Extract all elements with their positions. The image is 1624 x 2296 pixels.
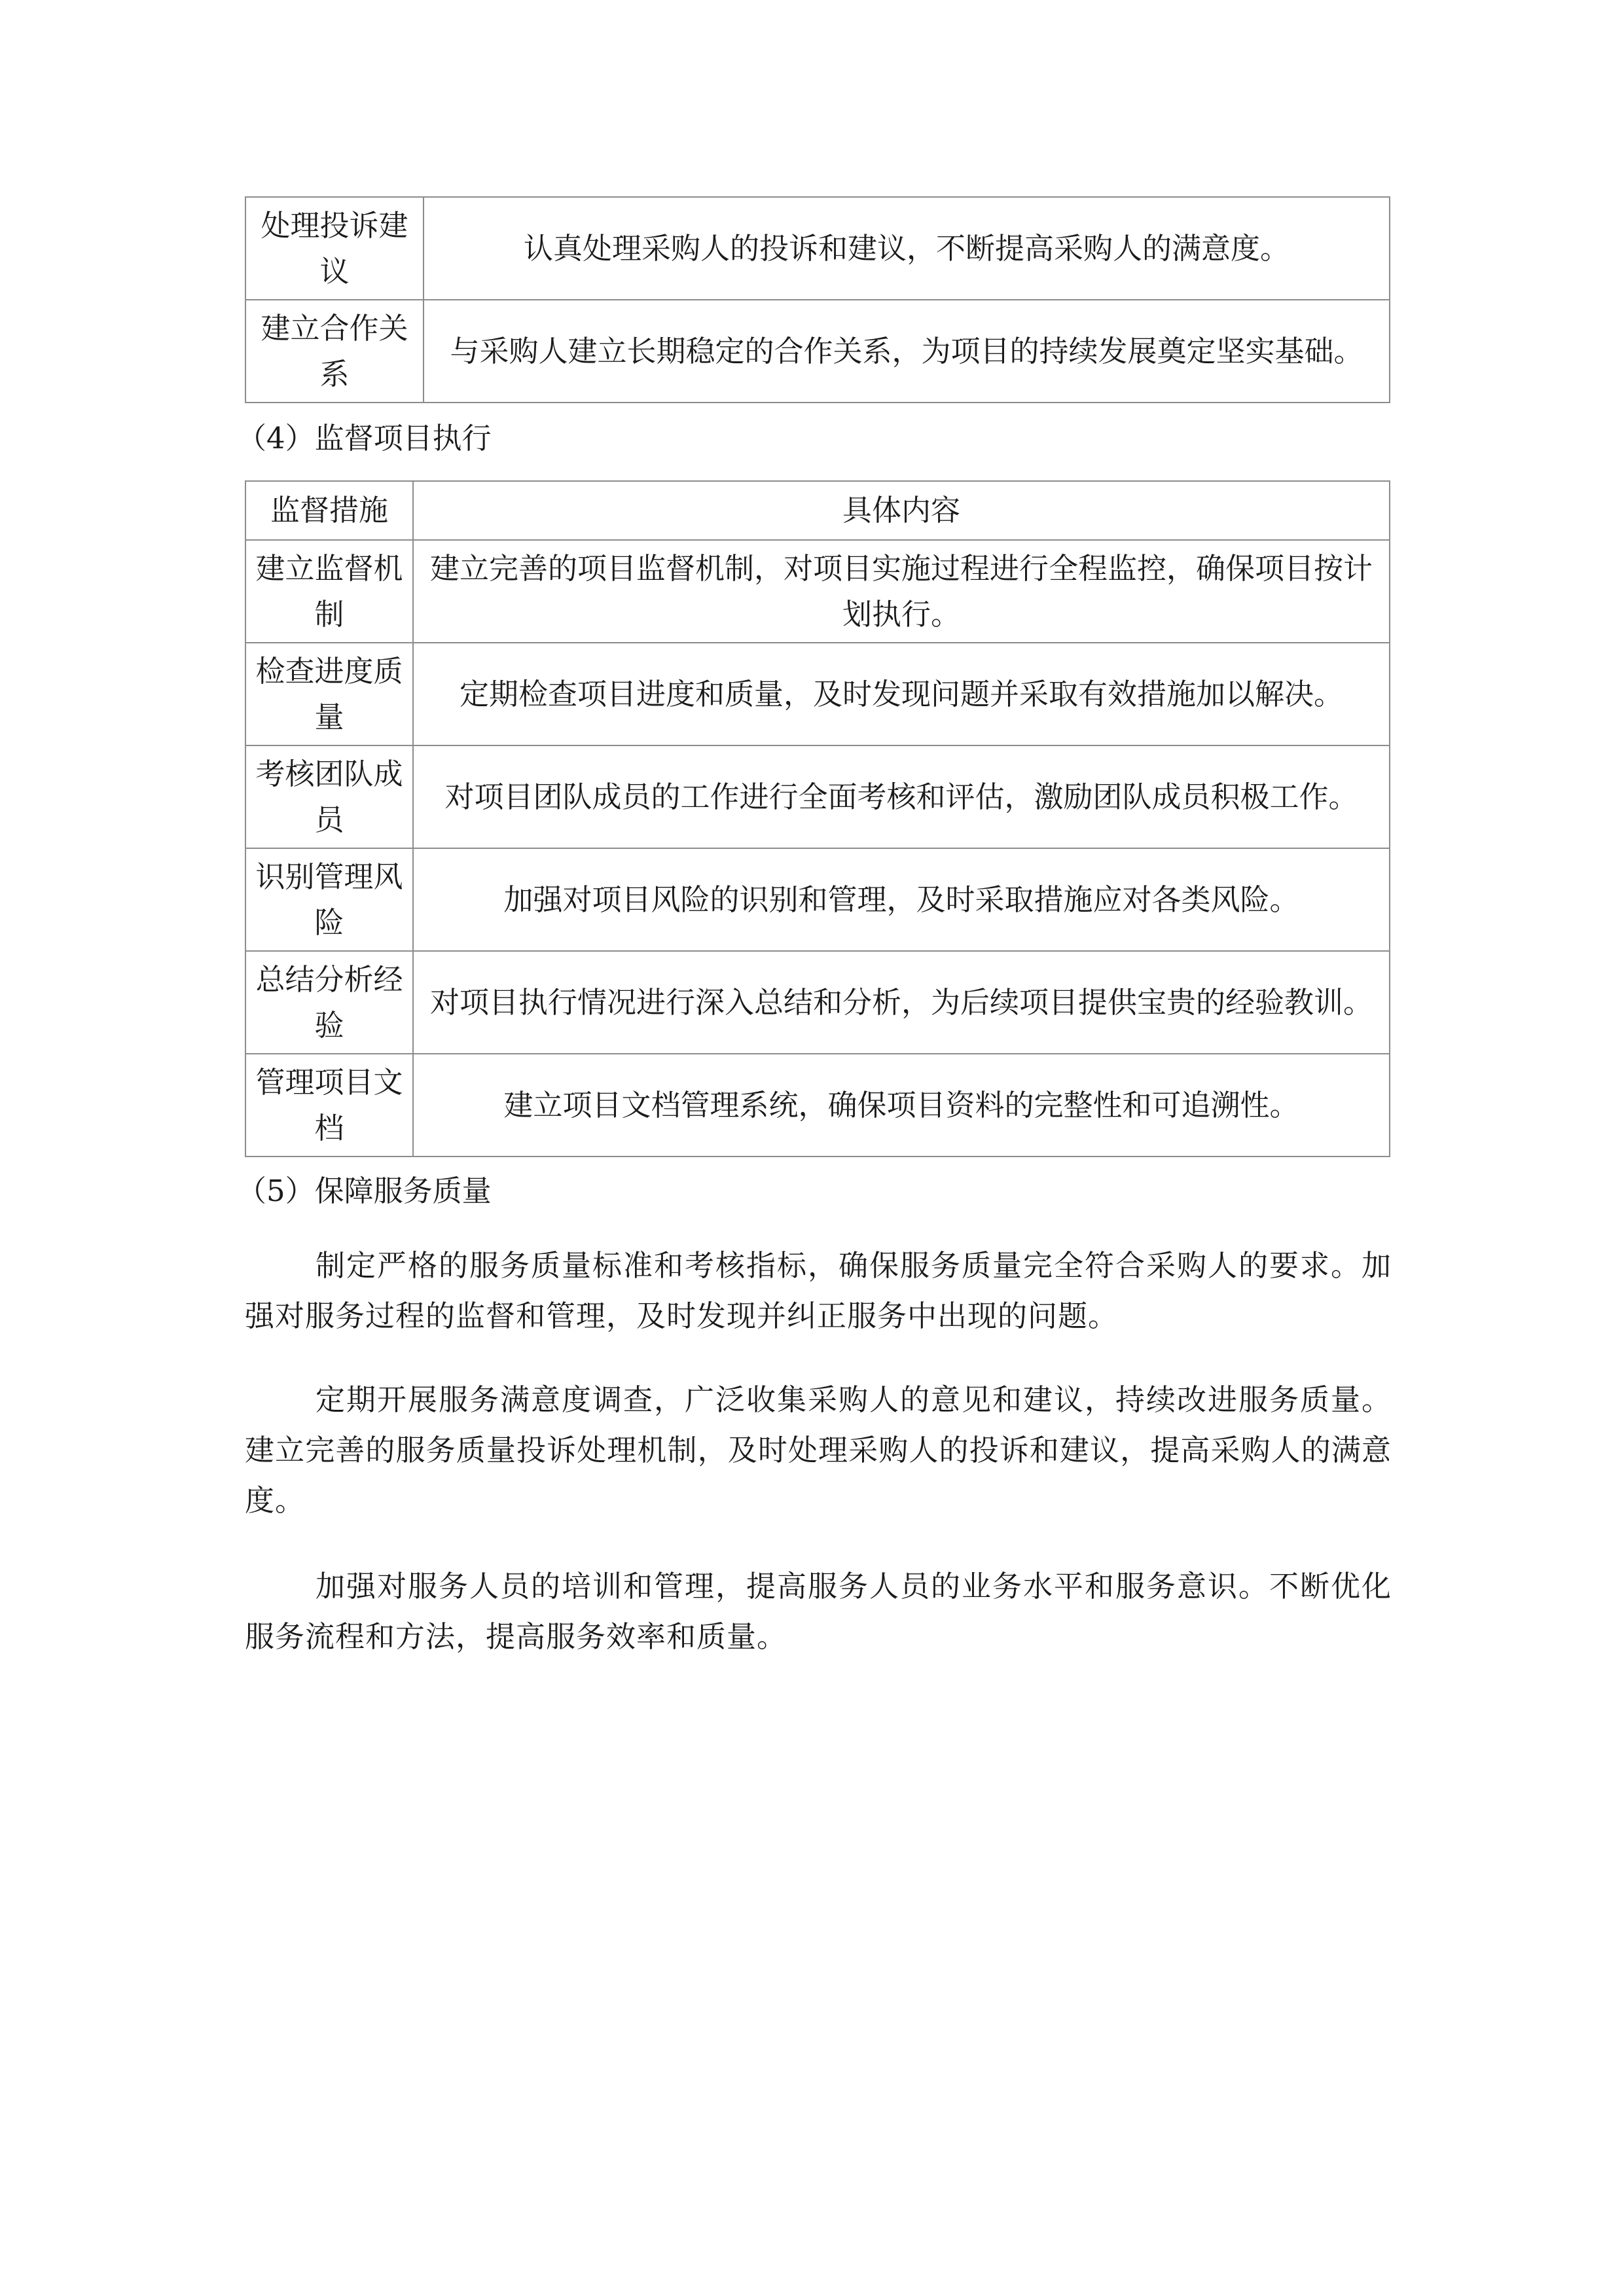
section-heading-service-quality: （5）保障服务质量 [237,1174,492,1208]
measure-cell: 检查进度质量 [245,643,413,745]
measure-cell: 识别管理风险 [245,848,413,951]
content-cell: 对项目执行情况进行深入总结和分析，为后续项目提供宝贵的经验教训。 [413,951,1390,1054]
content-cell: 加强对项目风险的识别和管理，及时采取措施应对各类风险。 [413,848,1390,951]
supervision-measures-table [245,480,1390,1157]
table-row [245,848,1390,951]
content-cell: 认真处理采购人的投诉和建议，不断提高采购人的满意度。 [424,197,1390,300]
table-row [245,951,1390,1054]
table-row [245,643,1390,745]
measure-cell: 建立合作关系 [245,300,424,403]
body-paragraph: 加强对服务人员的培训和管理，提高服务人员的业务水平和服务意识。不断优化服务流程和方法，提高服务效率和质量。 [245,1569,1392,1654]
content-cell: 定期检查项目进度和质量，及时发现问题并采取有效措施加以解决。 [413,643,1390,745]
table-row [245,540,1390,643]
section-heading-supervise: （4）监督项目执行 [237,421,492,456]
table-header-row [245,481,1390,540]
content-cell: 与采购人建立长期稳定的合作关系，为项目的持续发展奠定坚实基础。 [424,300,1390,403]
table-row [245,197,1390,300]
body-paragraph: 制定严格的服务质量标准和考核指标，确保服务质量完全符合采购人的要求。加强对服务过程的监督和管理，及时发现并纠正服务中出现的问题。 [245,1248,1392,1333]
table-row [245,300,1390,403]
measure-cell: 考核团队成员 [245,745,413,848]
measure-cell: 处理投诉建议 [245,197,424,300]
content-cell: 对项目团队成员的工作进行全面考核和评估，激励团队成员积极工作。 [413,745,1390,848]
column-header-content: 具体内容 [413,481,1390,540]
table-row [245,745,1390,848]
content-cell: 建立项目文档管理系统，确保项目资料的完整性和可追溯性。 [413,1054,1390,1157]
body-paragraph: 定期开展服务满意度调查，广泛收集采购人的意见和建议，持续改进服务质量。建立完善的服务质量投诉处理机制，及时处理采购人的投诉和建议，提高采购人的满意度。 [245,1382,1392,1518]
table-row [245,1054,1390,1157]
measure-cell: 建立监督机制 [245,540,413,643]
column-header-measure: 监督措施 [245,481,413,540]
content-cell: 建立完善的项目监督机制，对项目实施过程进行全程监控，确保项目按计划执行。 [413,540,1390,643]
continued-measures-table [245,196,1390,403]
measure-cell: 管理项目文档 [245,1054,413,1157]
measure-cell: 总结分析经验 [245,951,413,1054]
